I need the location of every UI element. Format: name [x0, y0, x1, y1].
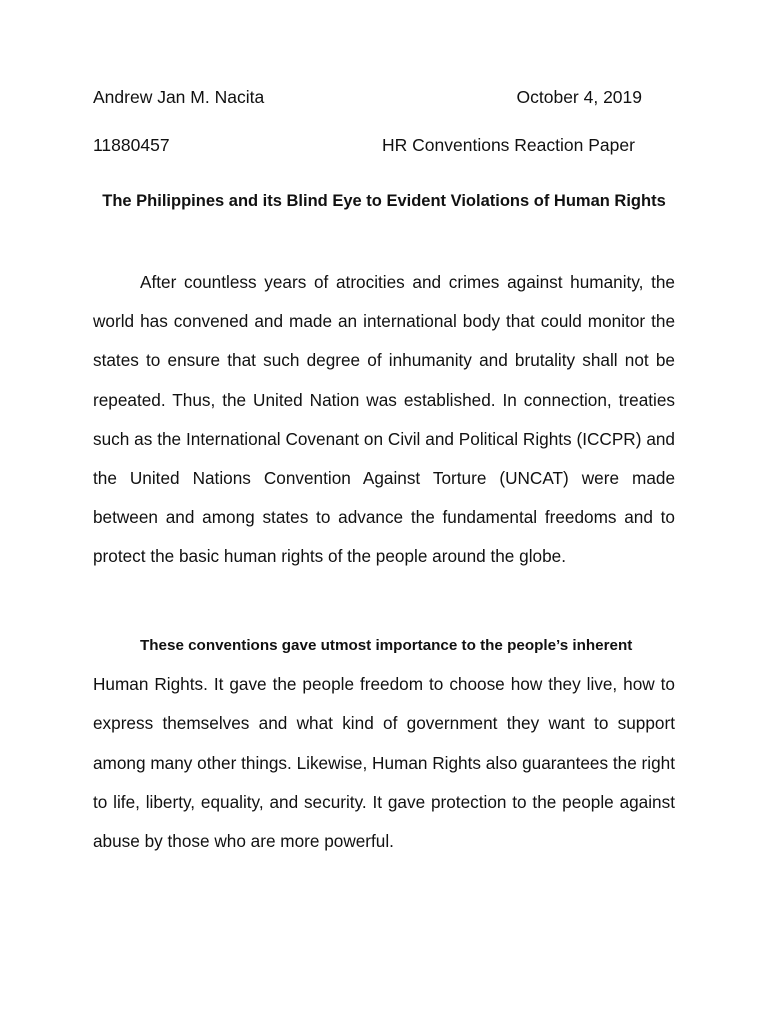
course-title: HR Conventions Reaction Paper [382, 135, 635, 155]
header-row-id-course [93, 134, 644, 156]
paper-title: The Philippines and its Blind Eye to Evident Violations of Human Rights [102, 192, 666, 210]
paragraph-2-first-line: These conventions gave utmost importance to the people’s inherent [140, 637, 633, 654]
author-name: Andrew Jan M. Nacita [93, 87, 265, 107]
header-row-author-date [93, 86, 642, 108]
document-date: October 4, 2019 [516, 87, 642, 107]
paragraph-2-rest: Human Rights. It gave the people freedom to choose how they live, how to express themselves and what kind of government they want to support among many other things. Likewise, Human Rights also guarantees the right to life, liberty, equality, and security. It gave protection to the people against abuse by those who are more powerful. [93, 674, 675, 852]
paragraph-1: After countless years of atrocities and crimes against humanity, the world has convened and made an international body that could monitor the states to ensure that such degree of inhumanity and brutality shall not be repeated. Thus, the United Nation was established. In connection, treaties such as the International Covenant on Civil and Political Rights (ICCPR) and the United Nations Convention Against Torture (UNCAT) were made between and among states to advance the fundamental freedoms and to protect the basic human rights of the people around the globe. [93, 272, 675, 567]
student-id: 11880457 [93, 135, 170, 155]
paragraph-2 [93, 626, 675, 861]
